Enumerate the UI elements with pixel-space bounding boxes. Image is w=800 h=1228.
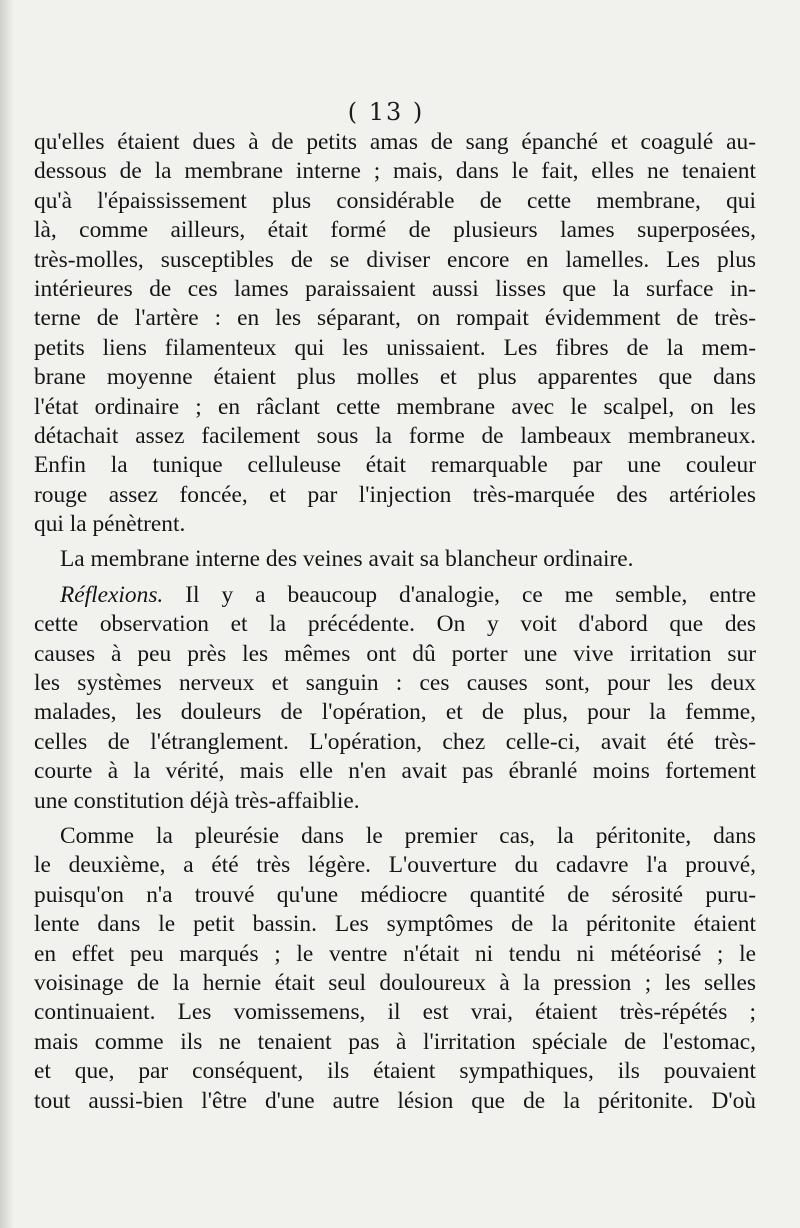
text-line: l'état ordinaire ; en râclant cette membrane avec le scalpel, on les (34, 393, 756, 420)
paragraph-veins (34, 545, 756, 574)
text-line: terne de l'artère : en les séparant, on rompait évidemment de très- (34, 305, 756, 332)
text-line: malades, les douleurs de l'opération, et de plus, pour la femme, (34, 699, 756, 726)
text-line: causes à peu près les mêmes ont dû porter une vive irritation sur (34, 640, 756, 667)
text-line: lente dans le petit bassin. Les symptômes de la péritonite étaient (34, 911, 756, 938)
text-line: très-molles, susceptibles de se diviser encore en lamelles. Les plus (34, 246, 756, 273)
text-line: intérieures de ces lames paraissaient aussi lisses que la surface in- (34, 275, 756, 302)
paragraph-continuation (34, 128, 756, 539)
text-line: petits liens filamenteux qui les unissaient. Les fibres de la mem- (34, 334, 756, 361)
text-line: cette observation et la précédente. On y voit d'abord que des (34, 611, 756, 638)
paragraph-pleuresie (34, 822, 756, 1116)
page-number: ( 13 ) (347, 98, 425, 126)
text-line: celles de l'étranglement. L'opération, chez celle-ci, avait été très- (34, 728, 756, 755)
text-line: tout aussi-bien l'être d'une autre lésion que de la péritonite. D'où (34, 1087, 756, 1114)
text-line: qu'à l'épaississement plus considérable de cette membrane, qui (34, 187, 756, 214)
text-line: qu'elles étaient dues à de petits amas de sang épanché et coagulé au- (34, 129, 756, 155)
paragraph-reflexions (34, 581, 756, 816)
text-line: voisinage de la hernie était seul douloureux à la pression ; les selles (34, 969, 756, 996)
text-line: là, comme ailleurs, était formé de plusieurs lames superposées, (34, 217, 756, 244)
text-line: Enfin la tunique celluleuse était remarquable par une couleur (34, 452, 756, 479)
text-line: le deuxième, a été très légère. L'ouverture du cadavre l'a prouvé, (34, 852, 756, 879)
text-line: en effet peu marqués ; le ventre n'était ni tendu ni météorisé ; le (34, 940, 756, 967)
text-line (34, 581, 756, 610)
text-line: puisqu'on n'a trouvé qu'une médiocre quantité de sérosité puru- (34, 881, 756, 908)
text-line: mais comme ils ne tenaient pas à l'irritation spéciale de l'estomac, (34, 1028, 756, 1055)
reflexions-heading: Réflexions. (60, 581, 164, 608)
text-line: brane moyenne étaient plus molles et plus apparentes que dans (34, 364, 756, 391)
text-line: courte à la vérité, mais elle n'en avait pas ébranlé moins fortement (34, 758, 756, 785)
text-line: les systèmes nerveux et sanguin : ces causes sont, pour les deux (34, 670, 756, 697)
text-line: rouge assez foncée, et par l'injection très-marquée des artérioles (34, 481, 756, 508)
page-edge-shadow (0, 0, 14, 1228)
text-line: Comme la pleurésie dans le premier cas, la péritonite, dans (60, 822, 756, 849)
text-line: une constitution déjà très-affaiblie. (34, 787, 360, 814)
text-line: et que, par conséquent, ils étaient sympathiques, ils pouvaient (34, 1058, 756, 1085)
text-line: La membrane interne des veines avait sa blancheur ordinaire. (60, 546, 634, 573)
text-line: qui la pénètrent. (34, 511, 186, 538)
text-line: continuaient. Les vomissemens, il est vrai, étaient très-répétés ; (34, 999, 756, 1026)
text-line: dessous de la membrane interne ; mais, dans le fait, elles ne tenaient (34, 158, 756, 185)
body-text (34, 128, 756, 1116)
text-line: détachait assez facilement sous la forme de lambeaux membraneux. (34, 422, 756, 449)
text-span: Il y a beaucoup d'analogie, ce me semble, entre (163, 581, 756, 608)
